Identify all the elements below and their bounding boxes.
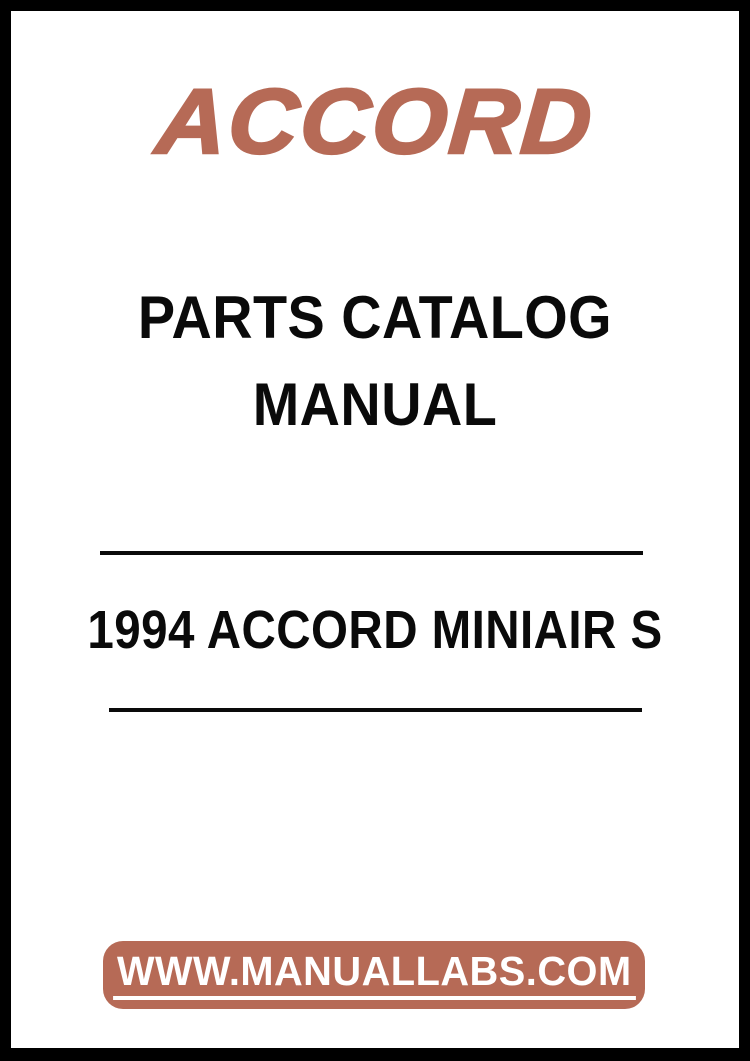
- model-subtitle: 1994 ACCORD MINIAIR S: [87, 600, 663, 660]
- website-url: WWW.MANUALLABS.COM: [113, 951, 635, 1000]
- brand-logo: ACCORD: [152, 71, 598, 173]
- title-line-1: PARTS CATALOG: [137, 284, 613, 351]
- divider-top: [100, 551, 643, 555]
- website-badge[interactable]: [103, 941, 645, 1009]
- divider-bottom: [109, 708, 642, 712]
- title-line-2: MANUAL: [252, 371, 498, 438]
